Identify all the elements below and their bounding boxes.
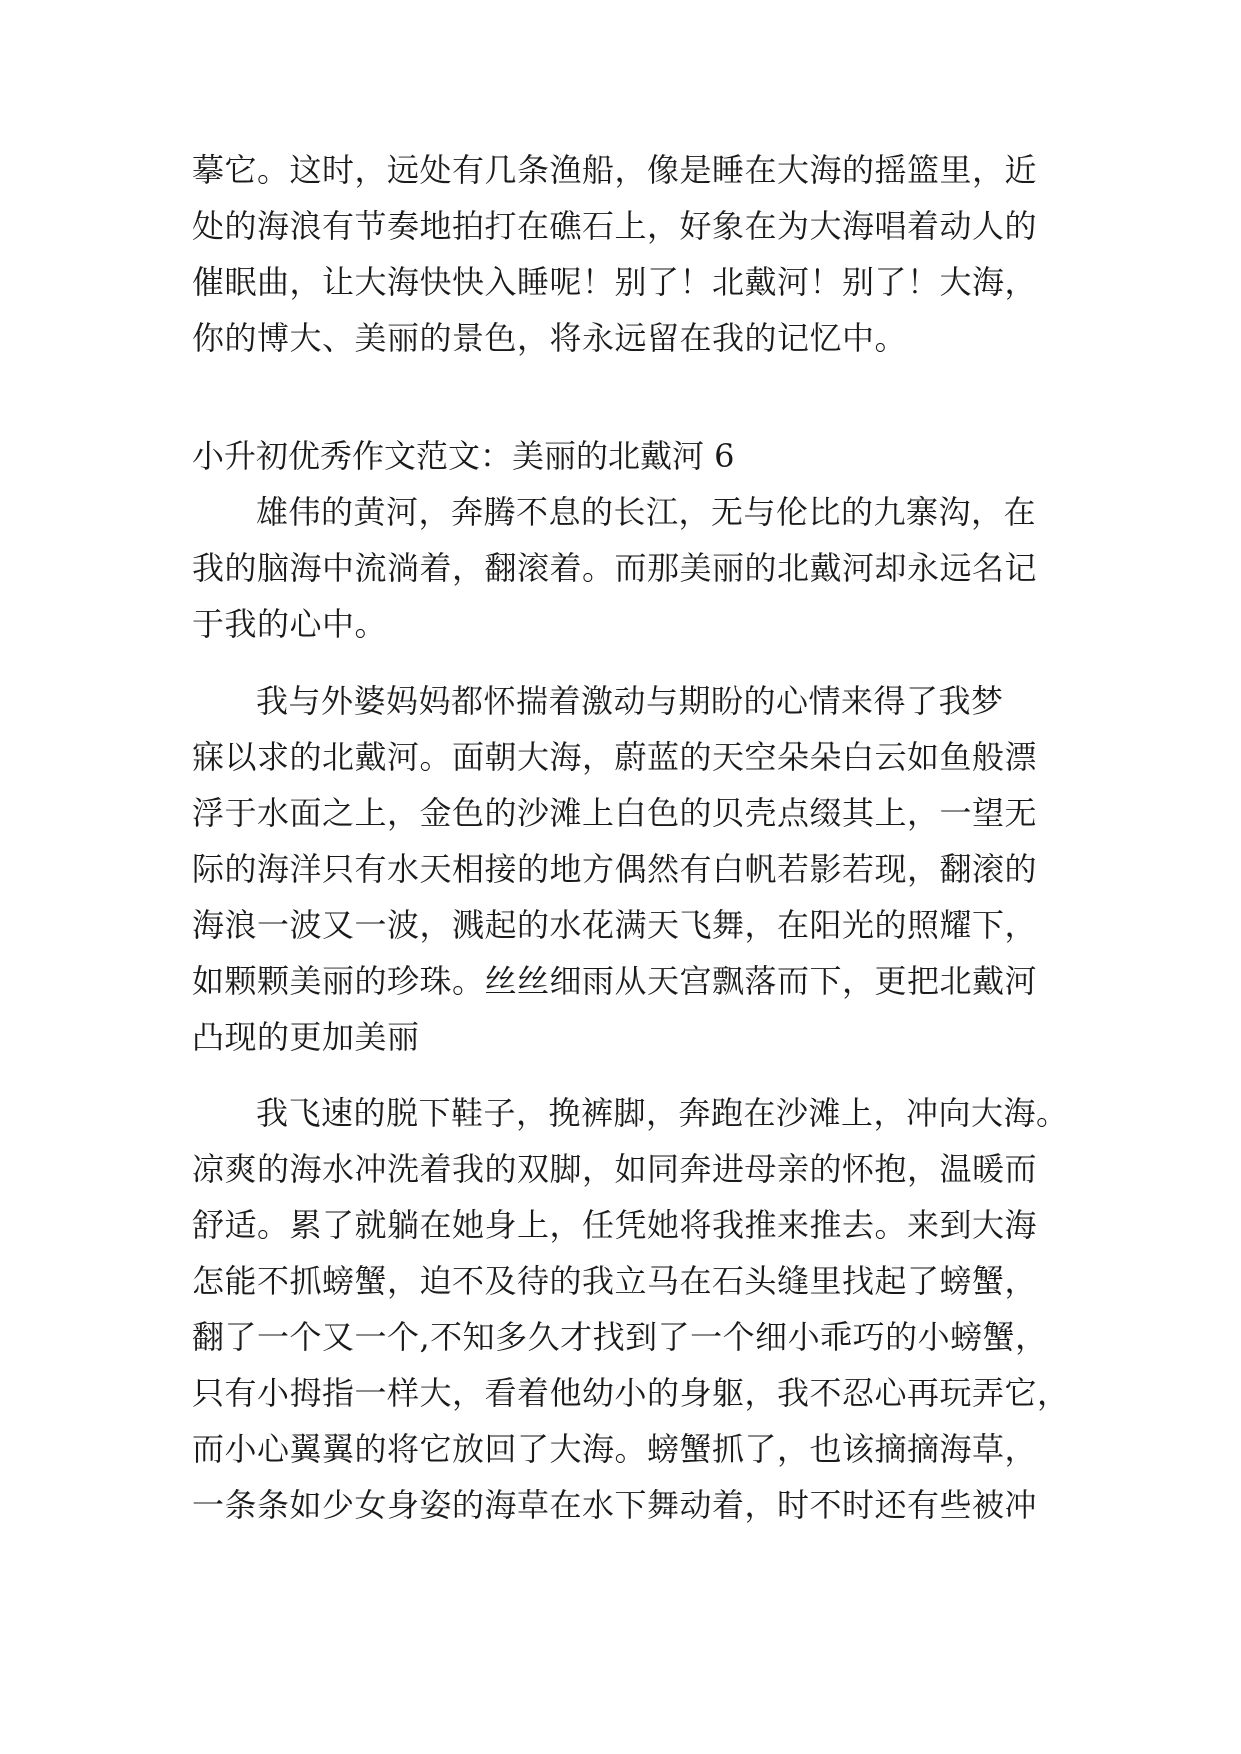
text-line: 浮于水面之上，金色的沙滩上白色的贝壳点缀其上，一望无 (192, 794, 1038, 832)
text-line: 凉爽的海水冲洗着我的双脚，如同奔进母亲的怀抱，温暖而 (192, 1150, 1038, 1188)
text-line: 翻了一个又一个,不知多久才找到了一个细小乖巧的小螃蟹， (192, 1318, 1048, 1356)
text-line: 舒适。累了就躺在她身上，任凭她将我推来推去。来到大海 (192, 1206, 1038, 1244)
text-line: 际的海洋只有水天相接的地方偶然有白帆若影若现，翻滚的 (192, 850, 1038, 888)
text-line: 摹它。这时，远处有几条渔船，像是睡在大海的摇篮里，近 (192, 151, 1038, 189)
text-line: 你的博大、美丽的景色，将永远留在我的记忆中。 (192, 319, 908, 357)
text-line: 只有小拇指一样大，看着他幼小的身躯，我不忍心再玩弄它， (192, 1374, 1070, 1412)
section-title: 小升初优秀作文范文：美丽的北戴河 6 (192, 437, 735, 475)
text-line: 怎能不抓螃蟹，迫不及待的我立马在石头缝里找起了螃蟹， (192, 1262, 1038, 1300)
text-line: 一条条如少女身姿的海草在水下舞动着，时不时还有些被冲 (192, 1486, 1038, 1524)
text-line: 催眠曲，让大海快快入睡呢！别了！北戴河！别了！大海， (192, 263, 1038, 301)
text-line: 而小心翼翼的将它放回了大海。螃蟹抓了，也该摘摘海草， (192, 1430, 1038, 1468)
text-line: 我飞速的脱下鞋子，挽裤脚，奔跑在沙滩上，冲向大海。 (256, 1094, 1069, 1132)
text-line: 于我的心中。 (192, 605, 388, 643)
text-line: 雄伟的黄河，奔腾不息的长江，无与伦比的九寨沟，在 (256, 493, 1037, 531)
text-line: 处的海浪有节奏地拍打在礁石上，好象在为大海唱着动人的 (192, 207, 1038, 245)
text-line: 海浪一波又一波，溅起的水花满天飞舞，在阳光的照耀下， (192, 906, 1038, 944)
text-line: 我与外婆妈妈都怀揣着激动与期盼的心情来得了我梦 (256, 682, 1004, 720)
text-line: 如颗颗美丽的珍珠。丝丝细雨从天宫飘落而下，更把北戴河 (192, 962, 1038, 1000)
text-line: 凸现的更加美丽 (192, 1018, 420, 1056)
text-line: 我的脑海中流淌着，翻滚着。而那美丽的北戴河却永远名记 (192, 549, 1038, 587)
text-line: 寐以求的北戴河。面朝大海，蔚蓝的天空朵朵白云如鱼般漂 (192, 738, 1038, 776)
